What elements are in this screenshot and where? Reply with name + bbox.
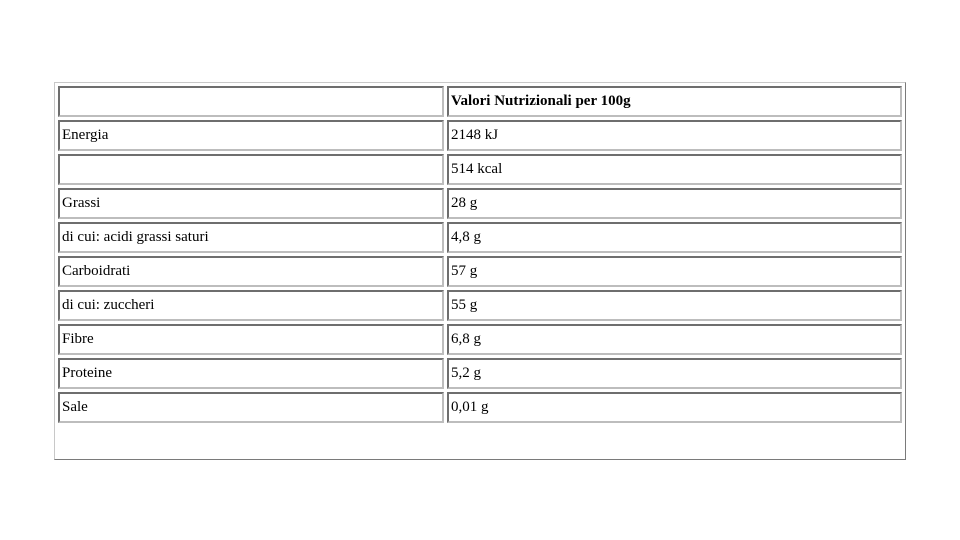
table-row xyxy=(58,188,902,219)
nutrient-label: Grassi xyxy=(58,188,444,219)
table-row xyxy=(58,222,902,253)
nutrient-value: 57 g xyxy=(447,256,902,287)
nutrient-label: Energia xyxy=(58,120,444,151)
nutrition-table xyxy=(54,82,906,460)
nutrient-label: di cui: zuccheri xyxy=(58,290,444,321)
nutrient-label xyxy=(58,154,444,185)
table-row xyxy=(58,154,902,185)
table-row xyxy=(58,324,902,355)
nutrient-value: 28 g xyxy=(447,188,902,219)
nutrient-value: 4,8 g xyxy=(447,222,902,253)
table-row xyxy=(58,358,902,389)
nutrient-label: Sale xyxy=(58,392,444,423)
nutrient-label: Carboidrati xyxy=(58,256,444,287)
table-row xyxy=(58,120,902,151)
nutrient-value: 0,01 g xyxy=(447,392,902,423)
header-value-cell: Valori Nutrizionali per 100g xyxy=(447,86,902,117)
nutrient-value: 55 g xyxy=(447,290,902,321)
table-header-row xyxy=(58,86,902,117)
nutrient-label: di cui: acidi grassi saturi xyxy=(58,222,444,253)
nutrient-value: 2148 kJ xyxy=(447,120,902,151)
header-label-cell xyxy=(58,86,444,117)
nutrition-table-grid xyxy=(55,83,905,426)
nutrient-value: 5,2 g xyxy=(447,358,902,389)
nutrient-label: Proteine xyxy=(58,358,444,389)
table-row xyxy=(58,290,902,321)
nutrient-label: Fibre xyxy=(58,324,444,355)
nutrient-value: 6,8 g xyxy=(447,324,902,355)
nutrient-value: 514 kcal xyxy=(447,154,902,185)
table-row xyxy=(58,392,902,423)
table-row xyxy=(58,256,902,287)
